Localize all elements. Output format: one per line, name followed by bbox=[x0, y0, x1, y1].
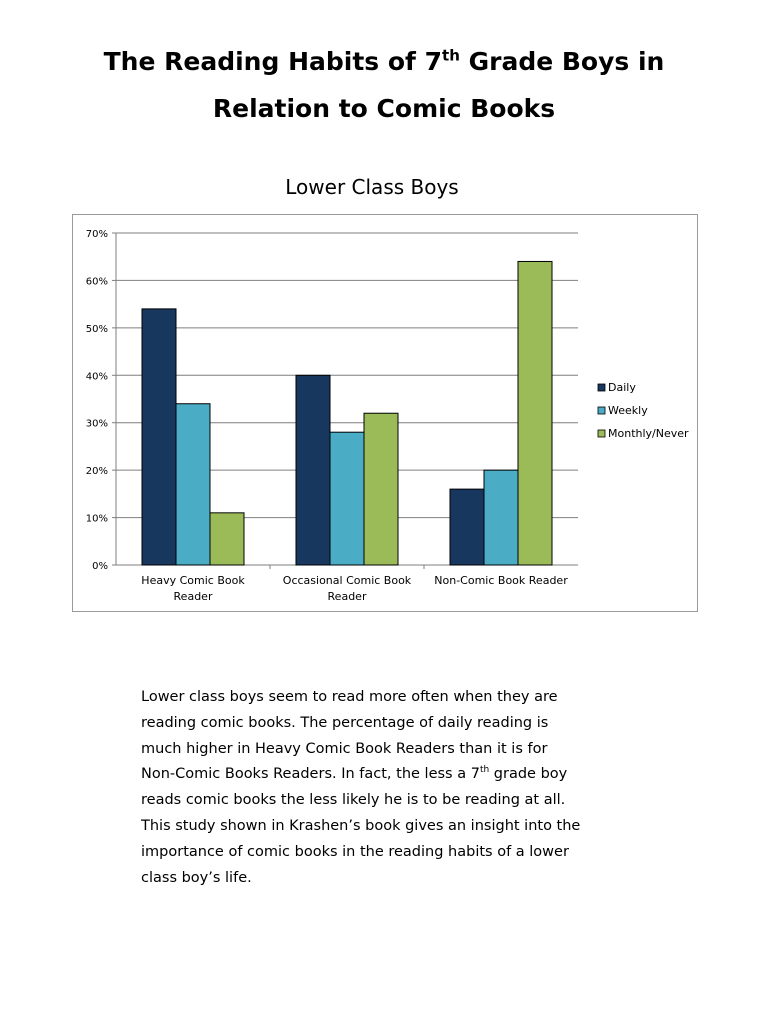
legend-swatch bbox=[598, 430, 605, 437]
bar-monthly-never bbox=[364, 413, 398, 565]
y-tick-label: 40% bbox=[85, 371, 108, 383]
chart-title: Lower Class Boys bbox=[285, 175, 459, 199]
title-superscript: th bbox=[442, 46, 460, 65]
y-tick-label: 50% bbox=[85, 323, 108, 335]
paragraph-superscript: th bbox=[479, 765, 490, 776]
y-tick-label: 70% bbox=[85, 229, 108, 240]
chart-frame bbox=[72, 214, 698, 612]
title-text-b: Grade Boys in bbox=[459, 47, 665, 76]
x-category-label: Non-Comic Book Reader bbox=[434, 574, 568, 587]
x-category-label: Occasional Comic Book bbox=[282, 574, 412, 587]
legend-swatch bbox=[598, 384, 605, 391]
bar-weekly bbox=[484, 470, 518, 565]
bar-chart bbox=[73, 215, 699, 613]
description-paragraph bbox=[141, 685, 581, 891]
bar-daily bbox=[142, 309, 176, 565]
bar-weekly bbox=[330, 432, 364, 565]
y-tick-label: 30% bbox=[85, 418, 108, 430]
legend-swatch bbox=[598, 407, 605, 414]
title-line-2: Relation to Comic Books bbox=[212, 94, 556, 123]
x-category-label: Heavy Comic Book bbox=[141, 574, 245, 587]
legend-label: Weekly bbox=[608, 404, 648, 417]
paragraph-text-a: Lower class boys seem to read more often when they are reading comic books. The percentage of daily reading is much higher in Heavy Comic Book Readers than it is for Non-Comic Books Readers. In fact, the less a 7 bbox=[141, 689, 558, 783]
page-title bbox=[0, 38, 768, 132]
y-tick-label: 10% bbox=[85, 513, 108, 525]
x-category-label: Reader bbox=[173, 590, 213, 603]
legend-label: Daily bbox=[608, 381, 636, 394]
title-text-a: The Reading Habits of 7 bbox=[103, 47, 443, 76]
paragraph-text-b: grade boy reads comic books the less likely he is to be reading at all. This study shown in Krashen’s book gives an insight into the importance of comic books in the reading habits of a lower class boy’s life. bbox=[141, 766, 581, 886]
x-category-label: Reader bbox=[327, 590, 367, 603]
bar-weekly bbox=[176, 404, 210, 565]
legend-label: Monthly/Never bbox=[608, 427, 689, 440]
y-tick-label: 0% bbox=[92, 561, 108, 572]
title-line-1 bbox=[0, 38, 768, 85]
y-tick-label: 60% bbox=[85, 276, 108, 288]
y-tick-label: 20% bbox=[85, 466, 108, 478]
bar-monthly-never bbox=[210, 513, 244, 565]
bar-daily bbox=[296, 375, 330, 565]
bar-monthly-never bbox=[518, 261, 552, 565]
bar-daily bbox=[450, 489, 484, 565]
